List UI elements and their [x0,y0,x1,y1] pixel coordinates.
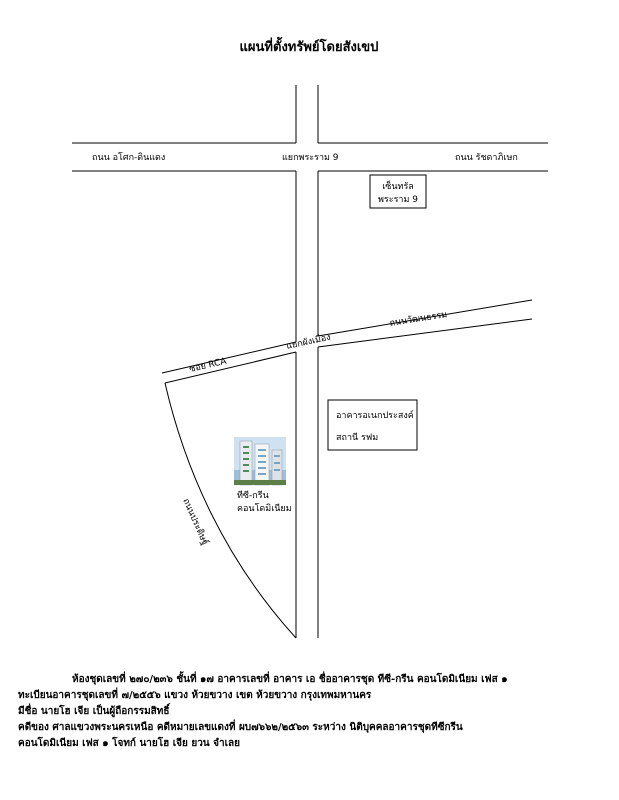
central-rama9-box [370,175,426,208]
property-label-line2: คอนโดมิเนียม [237,504,292,514]
description-line-5: คอนโดมิเนียม เฟส ๑ โจทก์ นายโฮ เจีย ยวน จำเลย [18,738,241,749]
description-line-2: ทะเบียนอาคารชุดเลขที่ ๗/๒๕๕๖ แขวง ห้วยขวาง เขต ห้วยขวาง กรุงเทพมหานคร [18,690,372,701]
description-line-1: ห้องชุดเลขที่ ๒๗๐/๒๓๖ ชั้นที่ ๑๗ อาคารเลขที่ อาคาร เอ ชื่ออาคารชุด ทีซี-กรีน คอนโดมิเนียม เฟส ๑ [72,674,508,685]
road-label-ratchadaphisek: ถนน รัชดาภิเษก [455,153,518,163]
wattanatham-road [162,300,532,383]
map-title: แผนที่ตั้งทรัพย์โดยสังเขป [239,40,379,55]
multi-purpose-building-label-line1: อาคารอเนกประสงค์ [336,411,414,421]
description-line-3: มีชื่อ นายโฮ เจีย เป็นผู้ถือกรรมสิทธิ์ [18,706,170,717]
road-label-rama9-junction: แยกพระราม 9 [282,153,339,163]
road-label-wattanatham: ถนนวัฒนธรรม [388,309,448,329]
road-label-phang-mueang-junction: แยกผังเมือง [285,332,332,352]
central-rama9-label-line2: พระราม 9 [377,195,419,205]
property-label-line1: ทีซี-กรีน [237,491,269,501]
multi-purpose-building-box [328,400,417,450]
condominium-building-photo [234,437,286,485]
property-description [18,672,608,752]
road-label-soi-rca: ซอย RCA [188,356,228,375]
road-label-asok-dindaeng: ถนน อโศก-ดินแดง [92,153,166,163]
multi-purpose-building-label-line2: สถานี รฟม [336,433,379,443]
rama9-road [296,85,318,638]
central-rama9-label-line1: เซ็นทรัล [382,182,414,192]
description-line-4: คดีของ ศาลแขวงพระนครเหนือ คดีหมายเลขแดงที่ ผบ๗๖๖๒/๒๕๖๓ ระหว่าง นิติบุคคลอาคารชุดทีซีกรีน [18,722,463,733]
road-label-pradit: ถนนประดิษฐ์ [180,497,210,547]
